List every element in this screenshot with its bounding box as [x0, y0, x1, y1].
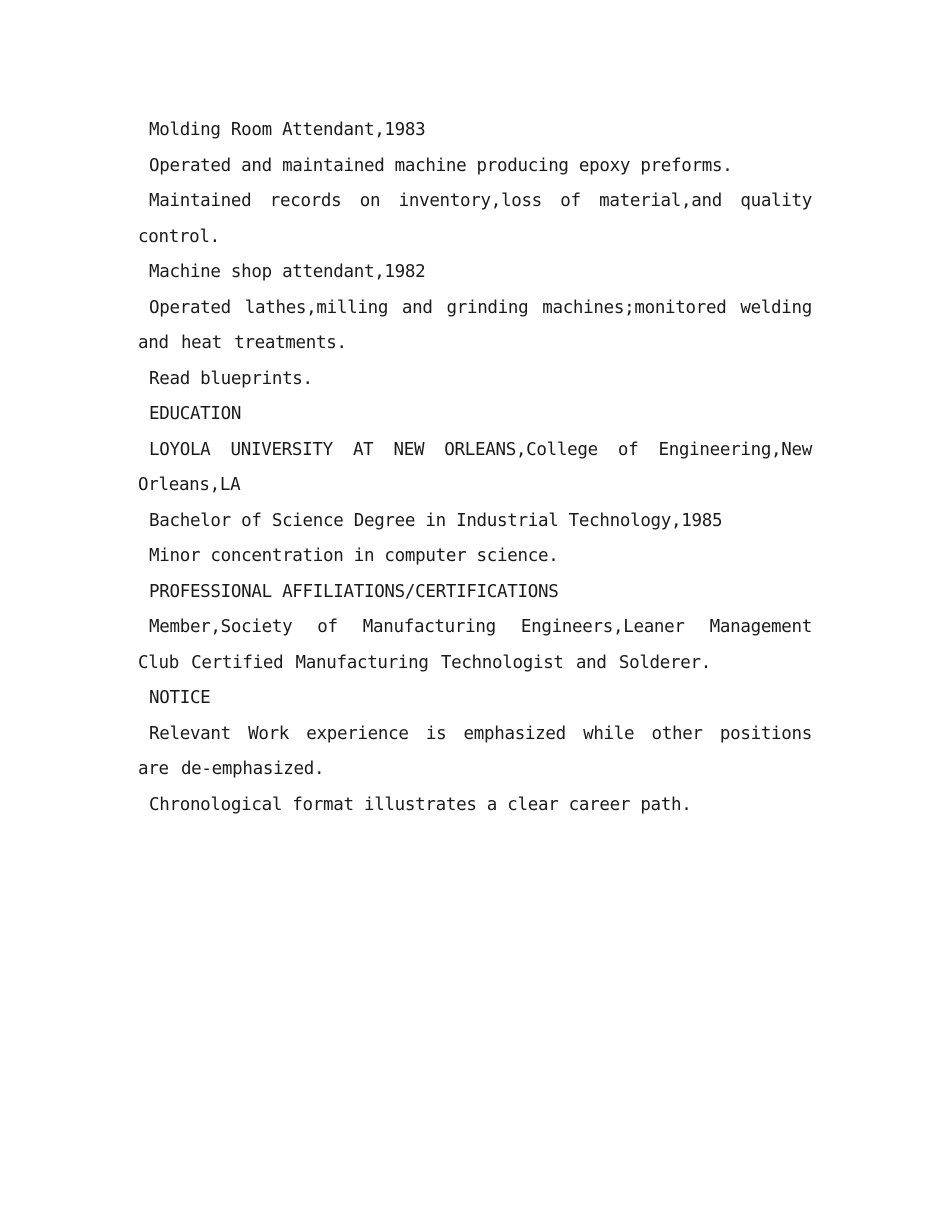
- job-duty: Operated lathes,milling and grinding machines;monitored welding and heat treatments.: [138, 297, 812, 353]
- job-duty: Read blueprints.: [149, 368, 313, 389]
- notice-text: Relevant Work experience is emphasized while other positions are de-emphasized.: [138, 723, 812, 779]
- education-institution: LOYOLA UNIVERSITY AT NEW ORLEANS,College of Engineering,New Orleans,LA: [138, 439, 812, 495]
- section-heading-affiliations: PROFESSIONAL AFFILIATIONS/CERTIFICATIONS: [149, 581, 559, 602]
- job-title-machine-shop: Machine shop attendant,1982: [149, 262, 426, 282]
- section-heading-education: EDUCATION: [149, 404, 242, 424]
- job-title-molding: Molding Room Attendant,1983: [149, 120, 426, 140]
- education-minor: Minor concentration in computer science.: [149, 546, 559, 566]
- job-duty: Operated and maintained machine producing epoxy preforms.: [149, 155, 733, 176]
- document-body: [138, 113, 812, 823]
- affiliation-item: Member,Society of Manufacturing Engineers,Leaner Management Club Certified Manufacturing Technologist and Solderer.: [138, 617, 812, 673]
- section-heading-notice: NOTICE: [149, 688, 211, 708]
- notice-text: Chronological format illustrates a clear career path.: [149, 794, 692, 815]
- education-degree: Bachelor of Science Degree in Industrial Technology,1985: [149, 510, 723, 531]
- job-duty: Maintained records on inventory,loss of material,and quality control.: [138, 191, 812, 247]
